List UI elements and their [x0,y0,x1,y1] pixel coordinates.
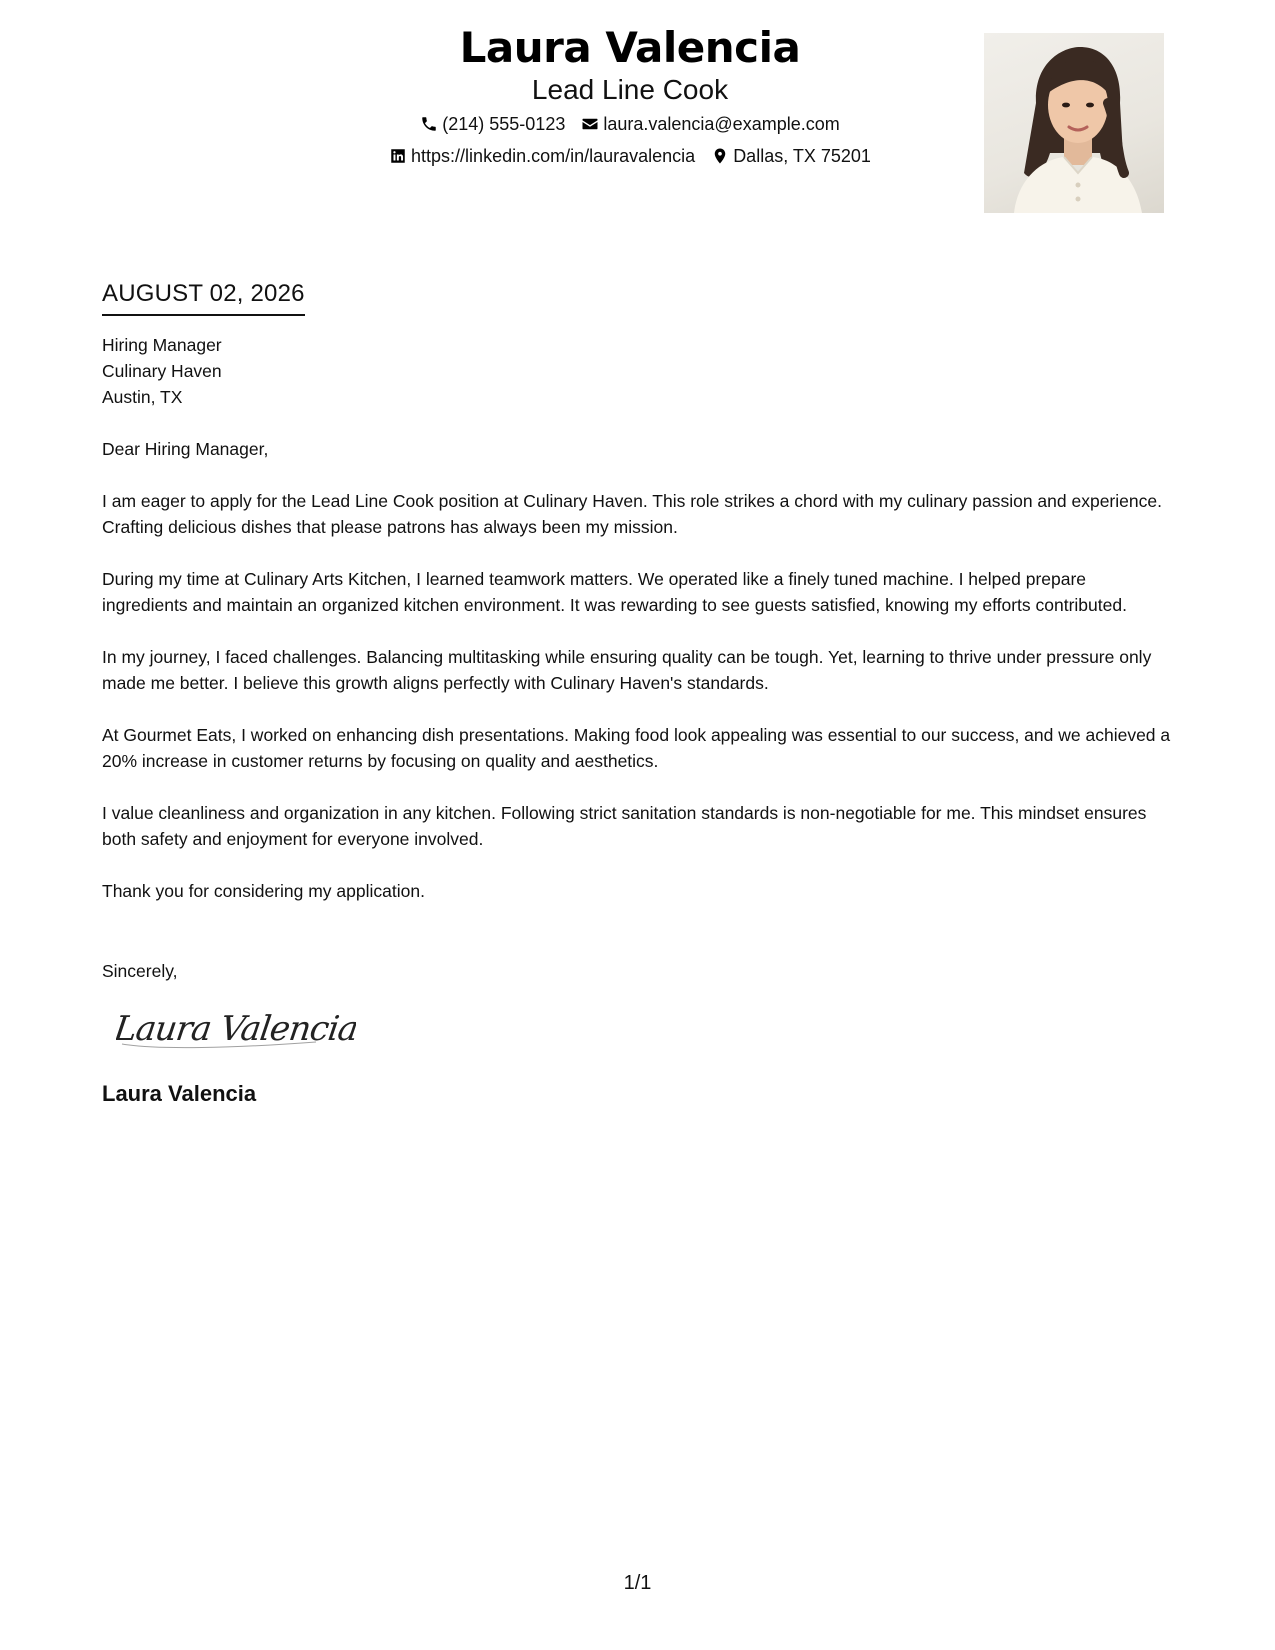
phone-text: (214) 555-0123 [442,114,566,134]
letter-paragraph: At Gourmet Eats, I worked on enhancing dish presentations. Making food look appealing was essential to our success, and we achieved a 20% increase in customer returns by focusing on quality and aesthetics. [102,725,1171,771]
contact-location [711,144,871,168]
linkedin-icon [389,147,407,165]
linkedin-text: https://linkedin.com/in/lauravalencia [411,146,696,166]
envelope-icon [581,115,599,133]
letter-paragraph: During my time at Culinary Arts Kitchen, I learned teamwork matters. We operated like a finely tuned machine. I helped prepare ingredients and maintain an organized kitchen environment. It was rewarding to see guests satisfied, knowing my efforts contributed. [102,569,1127,615]
applicant-title: Lead Line Cook [531,74,729,105]
applicant-name: Laura Valencia [459,23,801,72]
salutation: Dear Hiring Manager, [102,439,269,459]
page-number: 1/1 [623,1572,652,1594]
email-text: laura.valencia@example.com [603,114,840,134]
phone-icon [420,115,438,133]
contact-row-1 [300,112,960,136]
letter-paragraph: I am eager to apply for the Lead Line Cook position at Culinary Haven. This role strikes a chord with my culinary passion and experience. Crafting delicious dishes that please patrons has always been my mission. [102,491,1162,537]
location-text: Dallas, TX 75201 [733,146,871,166]
signer-name: Laura Valencia [102,1081,257,1106]
letter-paragraph: Thank you for considering my application. [102,881,425,901]
letter-paragraph: In my journey, I faced challenges. Balancing multitasking while ensuring quality can be tough. Yet, learning to thrive under pressure only made me better. I believe this growth aligns perfectly with Culinary Haven's standards. [102,647,1152,693]
closing: Sincerely, [102,961,178,981]
recipient-line: Hiring Manager [102,335,222,355]
handwritten-signature [116,1004,356,1054]
contact-linkedin[interactable] [389,144,695,168]
letter-paragraph: I value cleanliness and organization in any kitchen. Following strict sanitation standards is non-negotiable for me. This mindset ensures both safety and enjoyment for everyone involved. [102,803,1147,849]
contact-email[interactable] [581,112,839,136]
header-info [300,22,960,168]
contact-row-2 [300,144,960,168]
map-pin-icon [711,147,729,165]
contact-phone [420,112,565,136]
letter-body [102,278,1172,1108]
letter-date: AUGUST 02, 2026 [102,278,305,316]
letter-header [0,22,1275,222]
recipient-line: Austin, TX [102,387,183,407]
svg-text:Laura Valencia: Laura Valencia [116,1009,356,1049]
recipient-line: Culinary Haven [102,361,222,381]
recipient-block [102,332,1172,410]
profile-photo [984,33,1164,213]
